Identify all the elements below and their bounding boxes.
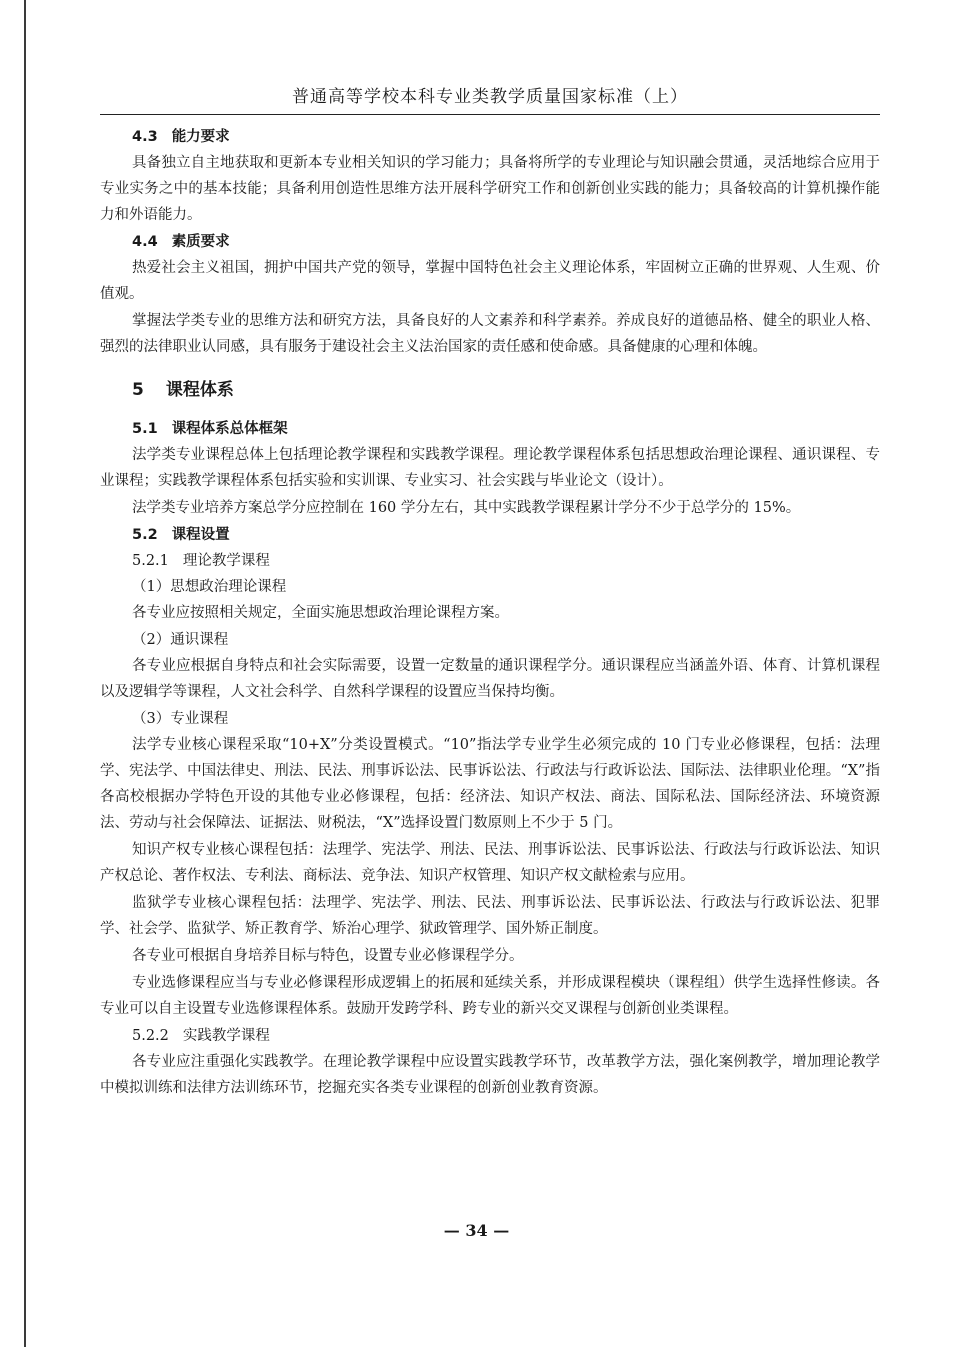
- subsection-5-2-1-heading: [132, 548, 880, 574]
- section-number: 4.3: [132, 129, 158, 145]
- section-title: 课程体系总体框架: [171, 421, 288, 437]
- section-number: 4.4: [132, 234, 158, 250]
- paragraph: 具备独立自主地获取和更新本专业相关知识的学习能力；具备将所学的专业理论与知识融会贯通，灵活地综合应用于专业实务之中的基本技能；具备利用创造性思维方法开展科学研究工作和创新创业实践的能力；具备较高的计算机操作能力和外语能力。: [100, 155, 880, 223]
- paragraph: 监狱学专业核心课程包括：法理学、宪法学、刑法、民法、刑事诉讼法、民事诉讼法、行政法与行政诉讼法、犯罪学、社会学、监狱学、矫正教育学、矫治心理学、狱政管理学、国外矫正制度。: [100, 895, 880, 937]
- section-title: 课程体系: [165, 380, 234, 400]
- subsection-5-2-2-heading: [132, 1023, 880, 1049]
- paragraph: 法学类专业课程总体上包括理论教学课程和实践教学课程。理论教学课程体系包括思想政治理论课程、通识课程、专业课程；实践教学课程体系包括实验和实训课、专业实习、社会实践与毕业论文（设计）。: [100, 447, 880, 489]
- paragraph: 各专业应注重强化实践教学。在理论教学课程中应设置实践教学环节，改革教学方法，强化案例教学，增加理论教学中模拟训练和法律方法训练环节，挖掘充实各类专业课程的创新创业教育资源。: [100, 1054, 880, 1096]
- paragraph: 专业选修课程应当与专业必修课程形成逻辑上的拓展和延续关系，并形成课程模块（课程组）供学生选择性修读。各专业可以自主设置专业选修课程体系。鼓励开发跨学科、跨专业的新兴交叉课程与创新创业类课程。: [100, 975, 880, 1017]
- subsection-title: 理论教学课程: [182, 553, 270, 569]
- paragraph: 法学专业核心课程采取“10+X”分类设置模式。“10”指法学专业学生必须完成的 10 门专业必修课程，包括：法理学、宪法学、中国法律史、刑法、民法、刑事诉讼法、民事诉讼法、行政法与行政诉讼法、国际法、法律职业伦理。“X”指各高校根据办学特色开设的其他专业必修课程，包括：经济法、知识产权法、商法、国际私法、国际经济法、环境资源法、劳动与社会保障法、证据法、财税法，“X”选择设置门数原则上不少于 5 门。: [100, 737, 880, 831]
- running-header: [100, 84, 880, 115]
- section-number: 5.2: [132, 527, 158, 543]
- paragraph: 各专业应按照相关规定，全面实施思想政治理论课程方案。: [132, 605, 509, 621]
- section-4-3-heading: [132, 124, 880, 150]
- section-number: 5.1: [132, 421, 158, 437]
- paragraph: 法学类专业培养方案总学分应控制在 160 学分左右，其中实践教学课程累计学分不少于总学分的 15%。: [132, 500, 801, 516]
- page-content: [100, 124, 880, 1102]
- section-title: 课程设置: [171, 527, 230, 543]
- subsection-number: 5.2.2: [132, 1028, 169, 1044]
- item-heading: （2）通识课程: [132, 632, 229, 648]
- paragraph: 各专业应根据自身特点和社会实际需要，设置一定数量的通识课程学分。通识课程应当涵盖外语、体育、计算机课程以及逻辑学等课程，人文社会科学、自然科学课程的设置应当保持均衡。: [100, 658, 880, 700]
- page-number: — 34 —: [443, 1221, 510, 1240]
- section-title: 能力要求: [171, 129, 230, 145]
- section-5-1-heading: [132, 416, 880, 442]
- section-number: 5: [132, 380, 144, 400]
- page-edge-line: [24, 0, 26, 1347]
- item-heading: （1）思想政治理论课程: [132, 579, 287, 595]
- section-5-heading: [132, 374, 880, 406]
- section-title: 素质要求: [171, 234, 230, 250]
- paragraph: 热爱社会主义祖国，拥护中国共产党的领导，掌握中国特色社会主义理论体系，牢固树立正确的世界观、人生观、价值观。: [100, 260, 880, 302]
- subsection-number: 5.2.1: [132, 553, 169, 569]
- paragraph: 知识产权专业核心课程包括：法理学、宪法学、刑法、民法、刑事诉讼法、民事诉讼法、行政法与行政诉讼法、知识产权总论、著作权法、专利法、商标法、竞争法、知识产权管理、知识产权文献检索与应用。: [100, 842, 880, 884]
- item-heading: （3）专业课程: [132, 711, 229, 727]
- subsection-title: 实践教学课程: [182, 1028, 270, 1044]
- section-5-2-heading: [132, 522, 880, 548]
- header-title: 普通高等学校本科专业类教学质量国家标准（上）: [292, 87, 688, 107]
- paragraph: 各专业可根据自身培养目标与特色，设置专业必修课程学分。: [132, 948, 524, 964]
- section-4-4-heading: [132, 229, 880, 255]
- paragraph: 掌握法学类专业的思维方法和研究方法，具备良好的人文素养和科学素养。养成良好的道德品格、健全的职业人格、强烈的法律职业认同感，具有服务于建设社会主义法治国家的责任感和使命感。具备健康的心理和体魄。: [100, 313, 880, 355]
